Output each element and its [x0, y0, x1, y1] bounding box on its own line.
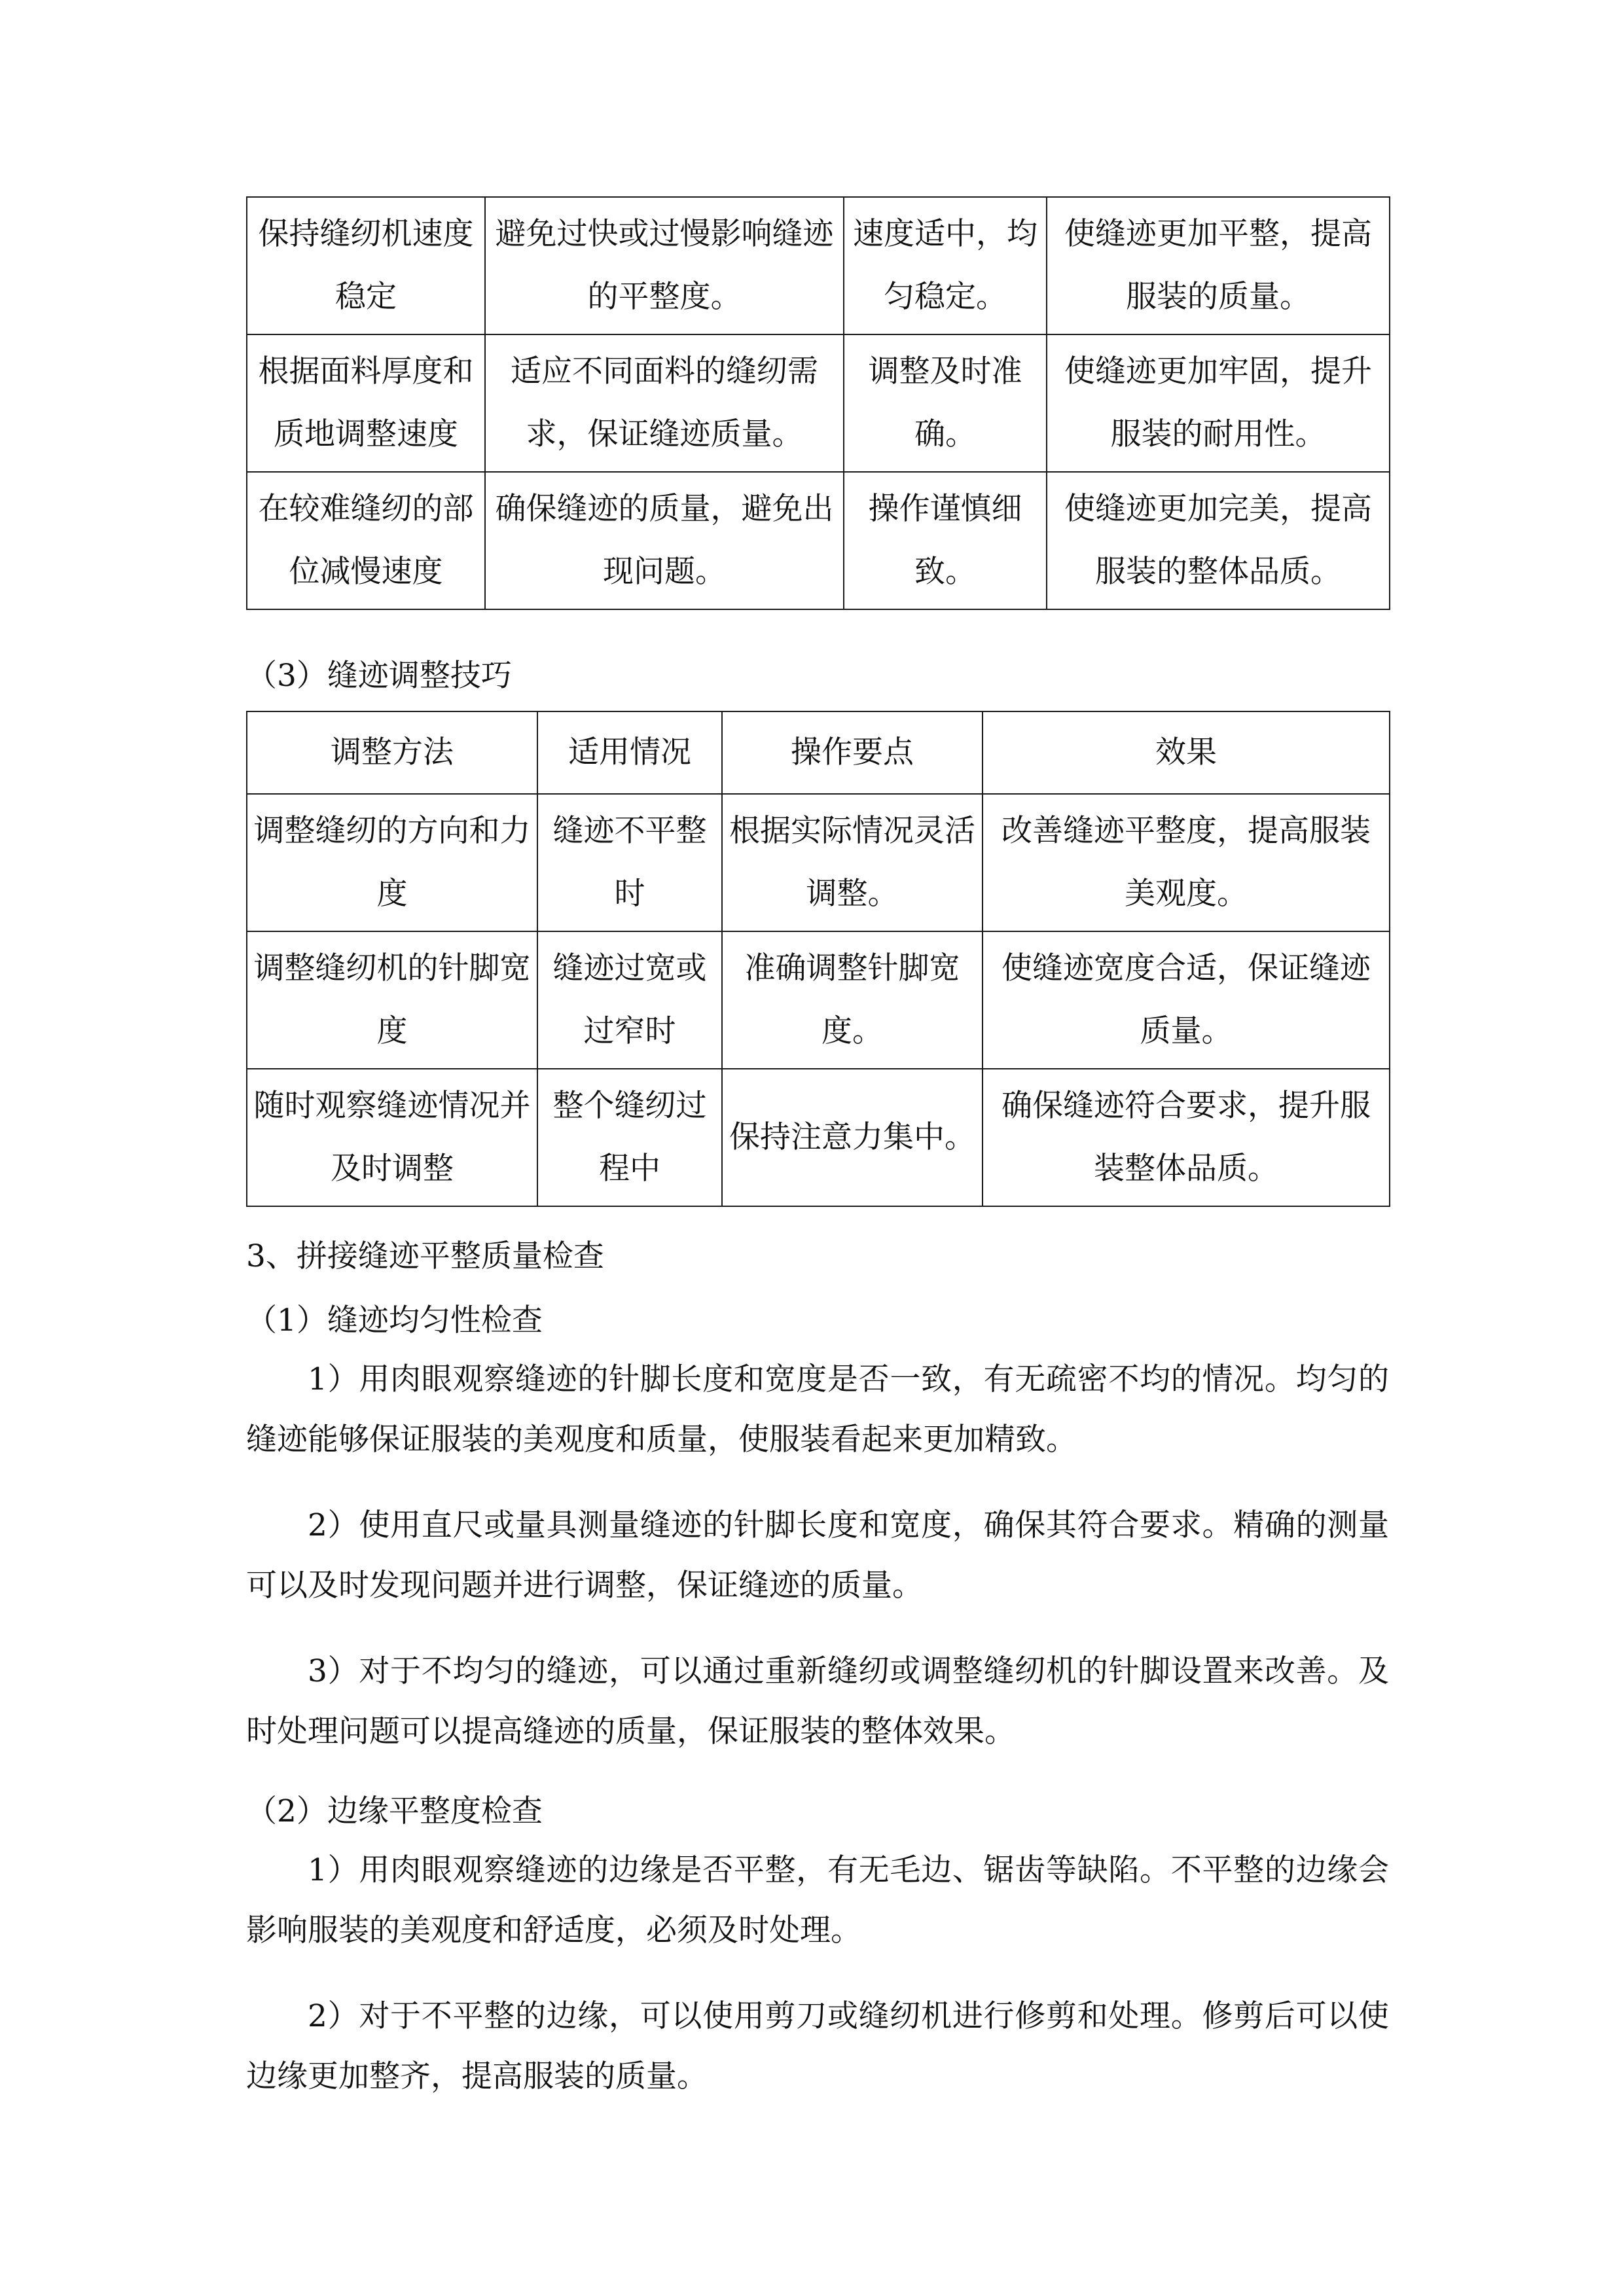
paragraph: 2）对于不平整的边缘，可以使用剪刀或缝纫机进行修剪和处理。修剪后可以使边缘更加整齐，提高服装的质量。 — [246, 1998, 1389, 2094]
table-cell: 随时观察缝迹情况并及时调整 — [247, 1069, 537, 1206]
table-cell: 使缝迹更加完美，提高服装的整体品质。 — [1047, 472, 1390, 609]
table-cell: 缝迹过宽或过窄时 — [537, 931, 722, 1069]
table-row — [247, 334, 1390, 472]
paragraph: 1）用肉眼观察缝迹的针脚长度和宽度是否一致，有无疏密不均的情况。均匀的缝迹能够保证服装的美观度和质量，使服装看起来更加精致。 — [246, 1361, 1389, 1458]
table-cell: 根据面料厚度和质地调整速度 — [247, 334, 485, 472]
section-heading: 3、拼接缝迹平整质量检查 — [246, 1238, 604, 1274]
table-cell: 速度适中，均匀稳定。 — [844, 197, 1047, 334]
table-cell: 改善缝迹平整度，提高服装美观度。 — [983, 794, 1390, 931]
column-header: 调整方法 — [247, 711, 537, 794]
table-cell: 操作谨慎细致。 — [844, 472, 1047, 609]
table-header-row — [247, 711, 1390, 794]
table-cell: 调整及时准确。 — [844, 334, 1047, 472]
table-row — [247, 1069, 1390, 1206]
column-header: 适用情况 — [537, 711, 722, 794]
table-cell: 使缝迹更加牢固，提升服装的耐用性。 — [1047, 334, 1390, 472]
table-cell: 调整缝纫机的针脚宽度 — [247, 931, 537, 1069]
table-cell: 确保缝迹符合要求，提升服装整体品质。 — [983, 1069, 1390, 1206]
table-cell: 缝迹不平整时 — [537, 794, 722, 931]
table-cell: 保持注意力集中。 — [722, 1069, 983, 1206]
column-header: 效果 — [983, 711, 1390, 794]
column-header: 操作要点 — [722, 711, 983, 794]
table-row — [247, 197, 1390, 334]
paragraph: 1）用肉眼观察缝迹的边缘是否平整，有无毛边、锯齿等缺陷。不平整的边缘会影响服装的美观度和舒适度，必须及时处理。 — [246, 1852, 1389, 1948]
table-cell: 根据实际情况灵活调整。 — [722, 794, 983, 931]
table-row — [247, 472, 1390, 609]
table-cell: 保持缝纫机速度稳定 — [247, 197, 485, 334]
table-cell: 使缝迹宽度合适，保证缝迹质量。 — [983, 931, 1390, 1069]
subheading-edge-flatness: （2）边缘平整度检查 — [246, 1793, 543, 1829]
table-row — [247, 794, 1390, 931]
table-cell: 确保缝迹的质量，避免出现问题。 — [485, 472, 844, 609]
seam-adjustment-table — [246, 711, 1390, 1207]
table-cell: 调整缝纫的方向和力度 — [247, 794, 537, 931]
subheading-uniformity: （1）缝迹均匀性检查 — [246, 1302, 543, 1338]
table-cell: 在较难缝纫的部位减慢速度 — [247, 472, 485, 609]
table-cell: 适应不同面料的缝纫需求，保证缝迹质量。 — [485, 334, 844, 472]
table-cell: 准确调整针脚宽度。 — [722, 931, 983, 1069]
table-cell: 使缝迹更加平整，提高服装的质量。 — [1047, 197, 1390, 334]
paragraph: 2）使用直尺或量具测量缝迹的针脚长度和宽度，确保其符合要求。精确的测量可以及时发现问题并进行调整，保证缝迹的质量。 — [246, 1507, 1389, 1604]
subheading-seam-adjustment: （3）缝迹调整技巧 — [246, 658, 512, 694]
table-cell: 整个缝纫过程中 — [537, 1069, 722, 1206]
table-cell: 避免过快或过慢影响缝迹的平整度。 — [485, 197, 844, 334]
table-row — [247, 931, 1390, 1069]
paragraph: 3）对于不均匀的缝迹，可以通过重新缝纫或调整缝纫机的针脚设置来改善。及时处理问题可以提高缝迹的质量，保证服装的整体效果。 — [246, 1653, 1389, 1749]
sewing-speed-table — [246, 196, 1390, 610]
